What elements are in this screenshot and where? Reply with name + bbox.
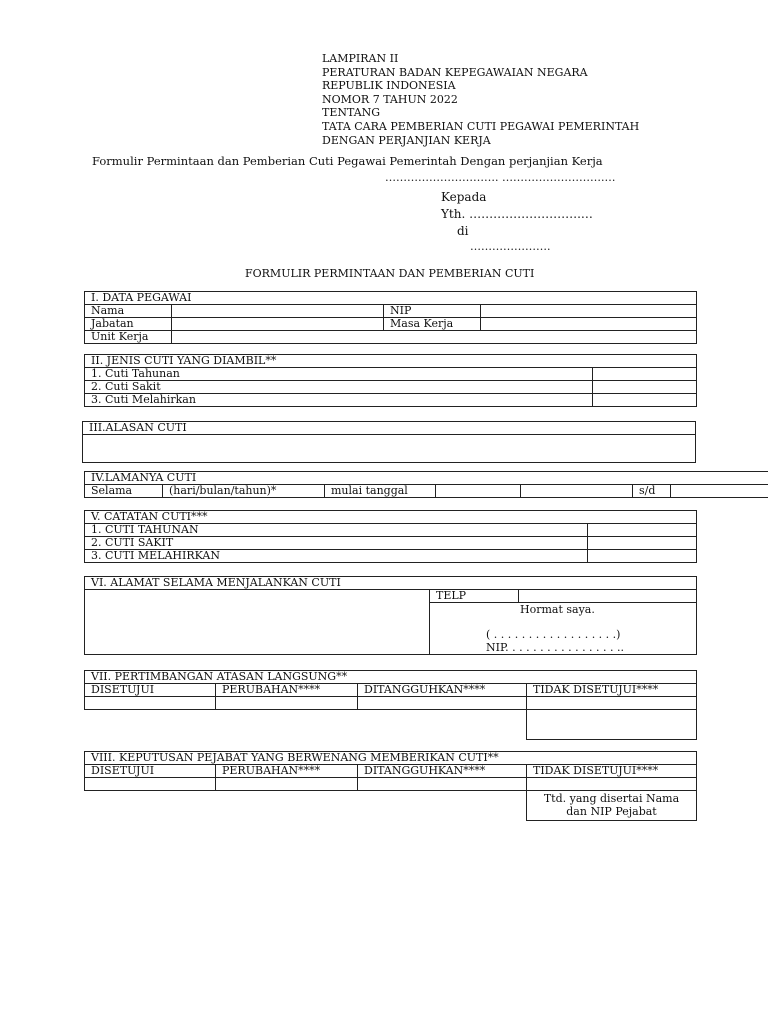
section-title: II. JENIS CUTI YANG DIAMBIL** xyxy=(85,355,697,368)
signature-name-line[interactable]: ( . . . . . . . . . . . . . . . . . .) xyxy=(486,628,621,641)
header-line: NOMOR 7 TAHUN 2022 xyxy=(322,92,458,106)
masa-kerja-label: Masa Kerja xyxy=(384,318,481,331)
col-disetujui: DISETUJUI xyxy=(85,765,216,778)
alasan-cuti-field[interactable] xyxy=(83,435,696,463)
mulai-tanggal-label: mulai tanggal xyxy=(325,485,436,498)
header-line: PERATURAN BADAN KEPEGAWAIAN NEGARA xyxy=(322,65,588,79)
section-title: IV.LAMANYA CUTI xyxy=(85,472,768,485)
section-title: VI. ALAMAT SELAMA MENJALANKAN CUTI xyxy=(85,577,697,590)
header-line: LAMPIRAN II xyxy=(322,52,399,65)
col-ditangguhkan: DITANGGUHKAN**** xyxy=(358,765,527,778)
section-data-pegawai xyxy=(84,291,697,344)
section-title: VIII. KEPUTUSAN PEJABAT YANG BERWENANG MEMBERIKAN CUTI** xyxy=(85,752,697,765)
disetujui-field[interactable] xyxy=(85,697,216,710)
section-title: I. DATA PEGAWAI xyxy=(85,292,697,305)
col-perubahan: PERUBAHAN**** xyxy=(216,684,358,697)
selama-label: Selama xyxy=(85,485,163,498)
form-subtitle: Formulir Permintaan dan Pemberian Cuti Pegawai Pemerintah Dengan perjanjian Kerja xyxy=(92,154,603,168)
hormat-saya-text: Hormat saya. xyxy=(520,603,595,616)
sign-note-line: Ttd. yang disertai Nama xyxy=(543,792,680,805)
section-alasan-cuti xyxy=(82,421,696,463)
catatan-cuti-field[interactable] xyxy=(588,537,697,550)
section-title: III.ALASAN CUTI xyxy=(83,422,696,435)
col-ditangguhkan: DITANGGUHKAN**** xyxy=(358,684,527,697)
perubahan-field[interactable] xyxy=(216,778,358,791)
nama-field[interactable] xyxy=(172,305,384,318)
place-line[interactable]: …………………. xyxy=(470,240,551,253)
col-disetujui: DISETUJUI xyxy=(85,684,216,697)
telp-label: TELP xyxy=(430,590,519,603)
section-keputusan-pejabat xyxy=(84,751,697,791)
nip-label: NIP xyxy=(384,305,481,318)
unit-kerja-field[interactable] xyxy=(172,331,697,344)
col-perubahan: PERUBAHAN**** xyxy=(216,765,358,778)
ditangguhkan-field[interactable] xyxy=(358,778,527,791)
sampai-tanggal-field[interactable] xyxy=(671,485,768,498)
jenis-cuti-item: 3. Cuti Melahirkan xyxy=(85,394,593,407)
atasan-signature-box[interactable] xyxy=(526,709,697,740)
tidak-disetujui-field[interactable] xyxy=(527,778,697,791)
header-line: DENGAN PERJANJIAN KERJA xyxy=(322,133,491,147)
header-line: REPUBLIK INDONESIA xyxy=(322,79,456,93)
pejabat-signature-box[interactable] xyxy=(526,790,697,821)
jabatan-field[interactable] xyxy=(172,318,384,331)
jenis-cuti-item: 1. Cuti Tahunan xyxy=(85,368,593,381)
sd-label: s/d xyxy=(633,485,671,498)
section-title: VII. PERTIMBANGAN ATASAN LANGSUNG** xyxy=(85,671,697,684)
yth-line[interactable]: Yth. ……………………….… xyxy=(441,207,593,221)
section-pertimbangan-atasan xyxy=(84,670,697,710)
alamat-field[interactable] xyxy=(85,590,430,655)
catatan-cuti-item: 2. CUTI SAKIT xyxy=(85,537,588,550)
jabatan-label: Jabatan xyxy=(85,318,172,331)
jenis-cuti-check[interactable] xyxy=(593,368,697,381)
tanggal-field[interactable] xyxy=(521,485,633,498)
signature-nip-line[interactable]: NIP. . . . . . . . . . . . . . . . .. xyxy=(486,641,625,654)
section-catatan-cuti xyxy=(84,510,697,563)
catatan-cuti-item: 1. CUTI TAHUNAN xyxy=(85,524,588,537)
mulai-tanggal-field[interactable] xyxy=(436,485,521,498)
header-line: TATA CARA PEMBERIAN CUTI PEGAWAI PEMERINTAH xyxy=(322,119,640,133)
jenis-cuti-item: 2. Cuti Sakit xyxy=(85,381,593,394)
header-line: TENTANG xyxy=(322,106,381,120)
form-title: FORMULIR PERMINTAAN DAN PEMBERIAN CUTI xyxy=(245,267,535,280)
ditangguhkan-field[interactable] xyxy=(358,697,527,710)
unit-kerja-label: Unit Kerja xyxy=(85,331,172,344)
section-lamanya-cuti xyxy=(84,471,768,498)
perubahan-field[interactable] xyxy=(216,697,358,710)
disetujui-field[interactable] xyxy=(85,778,216,791)
sign-note-line: dan NIP Pejabat xyxy=(566,805,657,818)
section-title: V. CATATAN CUTI*** xyxy=(85,511,697,524)
di-label: di xyxy=(457,224,469,238)
nip-field[interactable] xyxy=(481,305,697,318)
catatan-cuti-field[interactable] xyxy=(588,550,697,563)
col-tidak-disetujui: TIDAK DISETUJUI**** xyxy=(527,765,697,778)
col-tidak-disetujui: TIDAK DISETUJUI**** xyxy=(527,684,697,697)
lampiran-header xyxy=(322,52,639,147)
catatan-cuti-item: 3. CUTI MELAHIRKAN xyxy=(85,550,588,563)
catatan-cuti-field[interactable] xyxy=(588,524,697,537)
section-jenis-cuti xyxy=(84,354,697,407)
date-line[interactable]: …………………………. ……………………….… xyxy=(385,171,616,184)
durasi-unit-label: (hari/bulan/tahun)* xyxy=(163,485,325,498)
tidak-disetujui-field[interactable] xyxy=(527,697,697,710)
nama-label: Nama xyxy=(85,305,172,318)
telp-field[interactable] xyxy=(519,590,697,603)
jenis-cuti-check[interactable] xyxy=(593,394,697,407)
masa-kerja-field[interactable] xyxy=(481,318,697,331)
jenis-cuti-check[interactable] xyxy=(593,381,697,394)
kepada-label: Kepada xyxy=(441,190,487,204)
